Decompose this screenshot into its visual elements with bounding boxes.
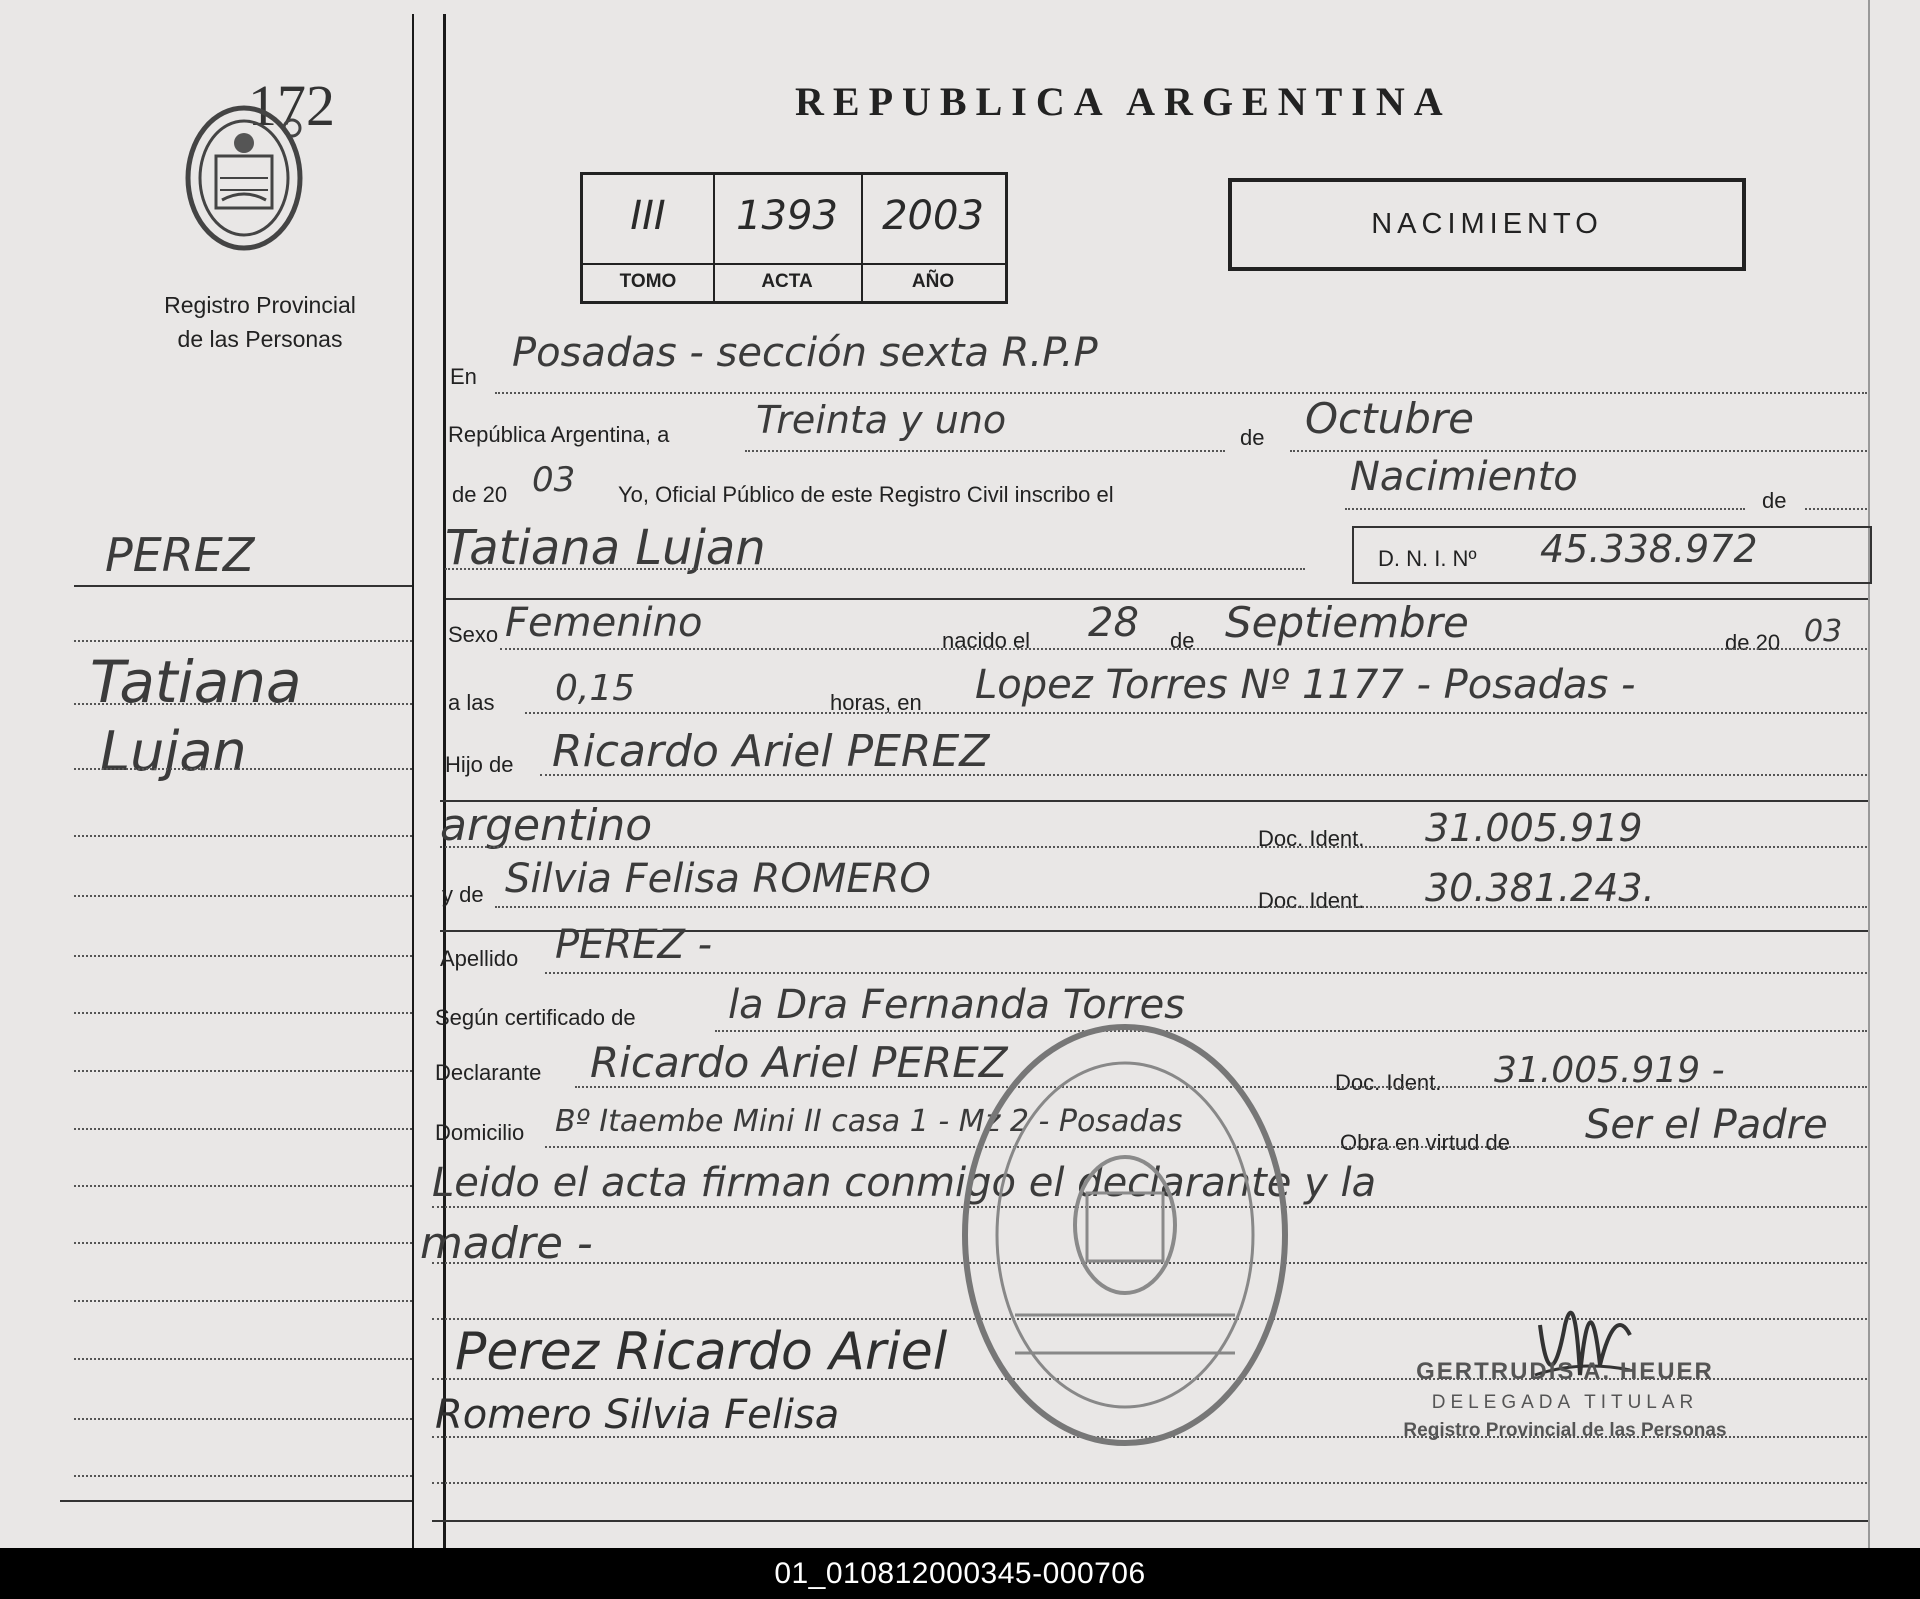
margin-given-name-1: Tatiana <box>90 648 302 716</box>
folio-number: 172 <box>248 73 335 138</box>
obra-value: Ser el Padre <box>1585 1102 1828 1148</box>
doc-label: Doc. Ident. <box>1258 826 1365 851</box>
yde-label: y de <box>442 882 484 907</box>
ano-label: AÑO <box>911 271 955 292</box>
leido-value-2: madre - <box>420 1218 593 1269</box>
segun-label: Según certificado de <box>435 1005 636 1030</box>
lugar-value: Lopez Torres Nº 1177 - Posadas - <box>975 662 1636 708</box>
en-line <box>495 392 1867 394</box>
sexo-line <box>500 648 1867 650</box>
acta-label: ACTA <box>761 271 813 292</box>
section-rule <box>440 800 1868 802</box>
margin-rule <box>74 1070 412 1072</box>
margin-rule <box>74 895 412 897</box>
de-label: de <box>1240 425 1265 450</box>
domicilio-label: Domicilio <box>435 1120 525 1145</box>
margin-rule <box>74 1418 412 1420</box>
sexo-value: Femenino <box>505 600 703 646</box>
obra-label: Obra en virtud de <box>1340 1130 1510 1155</box>
registry-official-stamp <box>955 1015 1295 1455</box>
padre-nac-line <box>440 846 1867 848</box>
margin-rule <box>74 1358 412 1360</box>
doc-label-3: Doc. Ident. <box>1335 1070 1442 1095</box>
officer-org: Registro Provincial de las Personas <box>1403 1420 1727 1441</box>
officer-block <box>1365 1358 1765 1442</box>
firma-padre: Perez Ricardo Ariel <box>455 1322 948 1382</box>
margin-rule <box>74 1128 412 1130</box>
padre-doc: 31.005.919 <box>1425 806 1643 850</box>
de-label-2: de <box>1762 488 1787 513</box>
apellido-label: Apellido <box>440 946 519 971</box>
margin-rule <box>74 955 412 957</box>
doc-label-2: Doc. Ident. <box>1258 888 1365 913</box>
margin-rule <box>74 1300 412 1302</box>
nacido-ano: 03 <box>1804 614 1843 649</box>
certificado-value: la Dra Fernanda Torres <box>728 982 1186 1028</box>
margin-rule <box>74 1242 412 1244</box>
margin-rule <box>74 768 412 770</box>
nacido-dia: 28 <box>1088 600 1139 646</box>
de-line <box>1805 508 1867 510</box>
right-margin-line <box>1868 0 1870 1548</box>
registry-title: Registro Provincial de las Personas <box>164 292 356 352</box>
de20-label-2: de 20 <box>1725 630 1781 655</box>
officer-name: GERTRUDIS A. HEUER <box>1416 1358 1714 1385</box>
blank-line <box>432 1482 1867 1484</box>
dia-value: Treinta y uno <box>756 398 1007 442</box>
margin-rule <box>74 703 412 705</box>
record-reference-table <box>580 172 1008 304</box>
tomo-label: TOMO <box>619 271 677 292</box>
horas-label: horas, en <box>830 690 922 715</box>
republica-label: República Argentina, a <box>448 422 670 447</box>
image-code-caption: 01_010812000345-000706 <box>0 1548 1920 1599</box>
nacido-label: nacido el <box>942 628 1031 653</box>
declarante-doc: 31.005.919 - <box>1494 1050 1725 1091</box>
firma-madre: Romero Silvia Felisa <box>435 1392 840 1438</box>
margin-rule <box>74 1475 412 1477</box>
nombre-line <box>445 568 1305 570</box>
sexo-label: Sexo <box>448 622 499 647</box>
dni-label: D. N. I. Nº <box>1378 546 1477 571</box>
apellido-value: PEREZ - <box>555 922 713 968</box>
declarante-value: Ricardo Ariel PEREZ <box>590 1038 1008 1087</box>
domicilio-value: Bº Itaembe Mini II casa 1 - Mz 2 - Posadas <box>555 1104 1183 1139</box>
misiones-coat-of-arms-icon <box>182 98 307 253</box>
margin-rule <box>60 1500 412 1502</box>
padre-value: Ricardo Ariel PEREZ <box>552 726 990 777</box>
en-label: En <box>450 364 477 389</box>
inscribe-value: Nacimiento <box>1350 454 1578 500</box>
apellido-line <box>545 972 1867 974</box>
padre-nacionalidad: argentino <box>440 800 653 851</box>
republica-line <box>745 450 1225 452</box>
hijo-line <box>540 774 1867 776</box>
alas-label: a las <box>448 690 495 715</box>
margin-rule <box>74 640 412 642</box>
en-value: Posadas - sección sexta R.P.P <box>512 330 1098 376</box>
margin-rule <box>74 1012 412 1014</box>
margin-rule <box>74 835 412 837</box>
dni-value: 45.338.972 <box>1540 527 1758 571</box>
madre-value: Silvia Felisa ROMERO <box>505 856 931 902</box>
inscribe-line <box>1345 508 1745 510</box>
de20-label: de 20 <box>452 482 508 507</box>
margin-surname: PEREZ <box>105 528 255 582</box>
officer-role: DELEGADA TITULAR <box>1431 1392 1699 1413</box>
ano-value: 2003 <box>882 193 984 239</box>
mes-value: Octubre <box>1305 394 1475 443</box>
document-title: REPUBLICA ARGENTINA <box>795 79 1452 124</box>
nombre-value: Tatiana Lujan <box>445 520 766 576</box>
hora-value: 0,15 <box>555 668 636 709</box>
yo-oficial-label: Yo, Oficial Público de este Registro Civil inscribo el <box>618 482 1114 507</box>
hijo-label: Hijo de <box>445 752 514 777</box>
ano-written: 03 <box>532 460 576 500</box>
margin-rule <box>74 1185 412 1187</box>
record-type-box: NACIMIENTO <box>1228 178 1746 271</box>
declarante-label: Declarante <box>435 1060 542 1085</box>
alas-line <box>525 712 1867 714</box>
margin-rule <box>74 585 412 587</box>
leido-value: Leido el acta firman conmigo el declarante y la <box>432 1160 1377 1206</box>
mes-line <box>1290 450 1867 452</box>
tomo-value: III <box>630 193 666 239</box>
madre-doc: 30.381.243. <box>1425 866 1655 910</box>
margin-given-name-2: Lujan <box>100 720 247 783</box>
left-margin-divider <box>412 14 414 1548</box>
bottom-rule <box>432 1520 1868 1522</box>
de-label-3: de <box>1170 628 1195 653</box>
nacido-mes: Septiembre <box>1225 598 1469 647</box>
acta-value: 1393 <box>736 193 838 239</box>
madre-line <box>495 906 1867 908</box>
